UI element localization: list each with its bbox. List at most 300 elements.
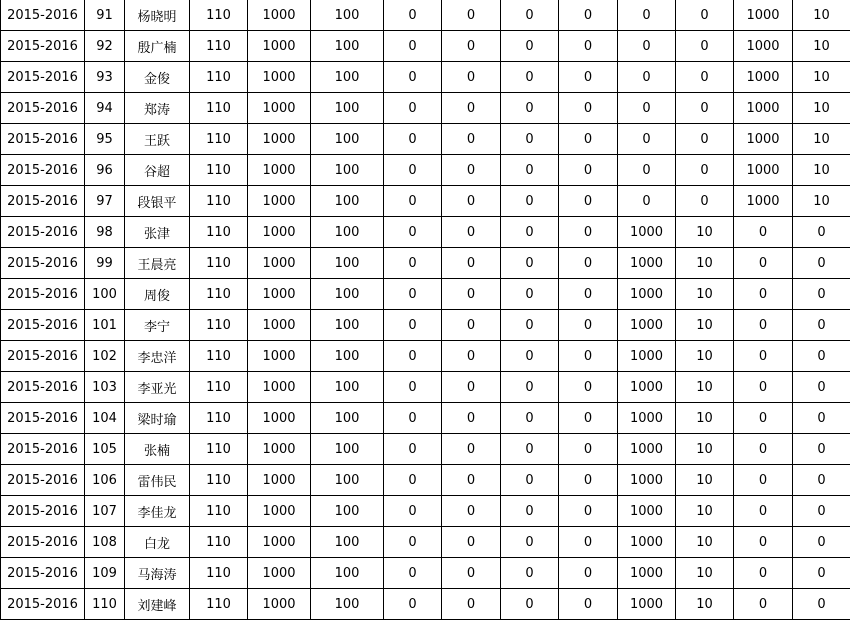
- cell-c14: 0: [793, 217, 850, 248]
- cell-c6: 100: [311, 186, 384, 217]
- cell-c11: 0: [618, 186, 676, 217]
- cell-c7: 0: [384, 527, 442, 558]
- table-row: [1, 31, 850, 62]
- cell-c4: 110: [190, 527, 248, 558]
- cell-c11: 0: [618, 124, 676, 155]
- cell-c6: 100: [311, 279, 384, 310]
- cell-year: 2015-2016: [1, 403, 85, 434]
- cell-c11: 1000: [618, 279, 676, 310]
- cell-c6: 100: [311, 0, 384, 31]
- cell-c14: 0: [793, 527, 850, 558]
- cell-c10: 0: [559, 403, 618, 434]
- cell-c6: 100: [311, 310, 384, 341]
- cell-c11: 0: [618, 31, 676, 62]
- cell-c6: 100: [311, 527, 384, 558]
- cell-c6: 100: [311, 217, 384, 248]
- cell-c14: 0: [793, 465, 850, 496]
- cell-c10: 0: [559, 589, 618, 620]
- table-row: [1, 589, 850, 620]
- cell-c5: 1000: [248, 31, 311, 62]
- cell-c12: 10: [676, 403, 734, 434]
- cell-c8: 0: [442, 434, 501, 465]
- cell-c12: 10: [676, 341, 734, 372]
- cell-index: 104: [85, 403, 125, 434]
- cell-c12: 0: [676, 0, 734, 31]
- cell-c12: 10: [676, 248, 734, 279]
- cell-name: 谷超: [125, 155, 190, 186]
- cell-c13: 0: [734, 403, 793, 434]
- cell-c4: 110: [190, 279, 248, 310]
- cell-c14: 0: [793, 496, 850, 527]
- cell-name: 殷广楠: [125, 31, 190, 62]
- cell-year: 2015-2016: [1, 155, 85, 186]
- cell-c7: 0: [384, 341, 442, 372]
- cell-c14: 0: [793, 434, 850, 465]
- cell-c7: 0: [384, 496, 442, 527]
- cell-name: 周俊: [125, 279, 190, 310]
- table-row: [1, 496, 850, 527]
- cell-c4: 110: [190, 93, 248, 124]
- cell-c14: 10: [793, 62, 850, 93]
- cell-c9: 0: [501, 341, 559, 372]
- cell-c11: 1000: [618, 496, 676, 527]
- cell-c5: 1000: [248, 558, 311, 589]
- cell-index: 101: [85, 310, 125, 341]
- cell-c10: 0: [559, 31, 618, 62]
- cell-c14: 10: [793, 155, 850, 186]
- cell-c4: 110: [190, 310, 248, 341]
- cell-year: 2015-2016: [1, 434, 85, 465]
- cell-c10: 0: [559, 155, 618, 186]
- cell-c10: 0: [559, 93, 618, 124]
- cell-year: 2015-2016: [1, 558, 85, 589]
- cell-year: 2015-2016: [1, 310, 85, 341]
- cell-c5: 1000: [248, 279, 311, 310]
- cell-c7: 0: [384, 0, 442, 31]
- cell-c14: 0: [793, 403, 850, 434]
- cell-c7: 0: [384, 62, 442, 93]
- cell-c12: 10: [676, 279, 734, 310]
- cell-c12: 10: [676, 465, 734, 496]
- cell-name: 段银平: [125, 186, 190, 217]
- cell-c7: 0: [384, 403, 442, 434]
- cell-c11: 1000: [618, 372, 676, 403]
- cell-name: 刘建峰: [125, 589, 190, 620]
- cell-c6: 100: [311, 434, 384, 465]
- cell-c13: 0: [734, 434, 793, 465]
- cell-index: 106: [85, 465, 125, 496]
- cell-name: 王跃: [125, 124, 190, 155]
- cell-name: 李佳龙: [125, 496, 190, 527]
- cell-c13: 0: [734, 465, 793, 496]
- cell-c8: 0: [442, 248, 501, 279]
- cell-name: 白龙: [125, 527, 190, 558]
- cell-c4: 110: [190, 248, 248, 279]
- cell-c9: 0: [501, 248, 559, 279]
- cell-c13: 0: [734, 589, 793, 620]
- cell-c5: 1000: [248, 496, 311, 527]
- cell-c8: 0: [442, 589, 501, 620]
- table-row: [1, 124, 850, 155]
- cell-c5: 1000: [248, 217, 311, 248]
- table-row: [1, 93, 850, 124]
- cell-index: 97: [85, 186, 125, 217]
- cell-name: 李宁: [125, 310, 190, 341]
- cell-index: 108: [85, 527, 125, 558]
- cell-index: 98: [85, 217, 125, 248]
- cell-c13: 1000: [734, 124, 793, 155]
- cell-c8: 0: [442, 186, 501, 217]
- cell-c8: 0: [442, 93, 501, 124]
- cell-c4: 110: [190, 589, 248, 620]
- cell-c12: 0: [676, 62, 734, 93]
- cell-c6: 100: [311, 155, 384, 186]
- cell-c7: 0: [384, 124, 442, 155]
- table-row: [1, 465, 850, 496]
- cell-c9: 0: [501, 186, 559, 217]
- cell-c5: 1000: [248, 434, 311, 465]
- cell-c14: 10: [793, 31, 850, 62]
- cell-c5: 1000: [248, 186, 311, 217]
- table-row: [1, 155, 850, 186]
- cell-c4: 110: [190, 31, 248, 62]
- cell-c6: 100: [311, 93, 384, 124]
- cell-c10: 0: [559, 0, 618, 31]
- cell-c7: 0: [384, 279, 442, 310]
- cell-index: 107: [85, 496, 125, 527]
- cell-c11: 0: [618, 155, 676, 186]
- cell-year: 2015-2016: [1, 589, 85, 620]
- cell-c9: 0: [501, 434, 559, 465]
- cell-c6: 100: [311, 465, 384, 496]
- cell-c11: 1000: [618, 310, 676, 341]
- cell-c7: 0: [384, 186, 442, 217]
- cell-c9: 0: [501, 155, 559, 186]
- cell-year: 2015-2016: [1, 93, 85, 124]
- cell-c9: 0: [501, 0, 559, 31]
- cell-c11: 1000: [618, 589, 676, 620]
- cell-index: 92: [85, 31, 125, 62]
- cell-c9: 0: [501, 527, 559, 558]
- cell-c10: 0: [559, 341, 618, 372]
- cell-c7: 0: [384, 372, 442, 403]
- cell-c12: 0: [676, 124, 734, 155]
- cell-c8: 0: [442, 341, 501, 372]
- cell-c14: 10: [793, 93, 850, 124]
- cell-c13: 0: [734, 372, 793, 403]
- cell-c10: 0: [559, 186, 618, 217]
- cell-c9: 0: [501, 372, 559, 403]
- cell-c8: 0: [442, 0, 501, 31]
- cell-c5: 1000: [248, 341, 311, 372]
- cell-c5: 1000: [248, 465, 311, 496]
- cell-c6: 100: [311, 558, 384, 589]
- cell-c14: 0: [793, 248, 850, 279]
- cell-c6: 100: [311, 341, 384, 372]
- cell-c4: 110: [190, 62, 248, 93]
- cell-c7: 0: [384, 93, 442, 124]
- cell-name: 金俊: [125, 62, 190, 93]
- cell-index: 93: [85, 62, 125, 93]
- cell-c10: 0: [559, 62, 618, 93]
- cell-c4: 110: [190, 155, 248, 186]
- cell-year: 2015-2016: [1, 186, 85, 217]
- cell-c12: 10: [676, 217, 734, 248]
- cell-year: 2015-2016: [1, 248, 85, 279]
- cell-c4: 110: [190, 496, 248, 527]
- cell-c13: 1000: [734, 186, 793, 217]
- cell-c7: 0: [384, 465, 442, 496]
- cell-c13: 1000: [734, 155, 793, 186]
- cell-index: 109: [85, 558, 125, 589]
- cell-c7: 0: [384, 217, 442, 248]
- cell-year: 2015-2016: [1, 31, 85, 62]
- cell-c5: 1000: [248, 248, 311, 279]
- cell-c10: 0: [559, 248, 618, 279]
- cell-c5: 1000: [248, 155, 311, 186]
- cell-name: 马海涛: [125, 558, 190, 589]
- cell-c6: 100: [311, 403, 384, 434]
- cell-c13: 1000: [734, 93, 793, 124]
- cell-c14: 10: [793, 186, 850, 217]
- cell-c10: 0: [559, 527, 618, 558]
- table-row: [1, 217, 850, 248]
- cell-c4: 110: [190, 434, 248, 465]
- cell-c8: 0: [442, 465, 501, 496]
- cell-c9: 0: [501, 403, 559, 434]
- cell-index: 100: [85, 279, 125, 310]
- cell-year: 2015-2016: [1, 527, 85, 558]
- cell-c5: 1000: [248, 124, 311, 155]
- cell-name: 王晨亮: [125, 248, 190, 279]
- cell-c5: 1000: [248, 62, 311, 93]
- cell-index: 102: [85, 341, 125, 372]
- cell-c10: 0: [559, 496, 618, 527]
- cell-c13: 0: [734, 248, 793, 279]
- table-row: [1, 341, 850, 372]
- cell-c4: 110: [190, 124, 248, 155]
- cell-c14: 0: [793, 279, 850, 310]
- cell-c11: 1000: [618, 217, 676, 248]
- cell-c12: 0: [676, 186, 734, 217]
- cell-c7: 0: [384, 434, 442, 465]
- cell-c6: 100: [311, 496, 384, 527]
- cell-year: 2015-2016: [1, 0, 85, 31]
- cell-c6: 100: [311, 248, 384, 279]
- cell-c13: 1000: [734, 0, 793, 31]
- cell-c8: 0: [442, 217, 501, 248]
- cell-c13: 0: [734, 558, 793, 589]
- table-row: [1, 434, 850, 465]
- cell-c11: 1000: [618, 248, 676, 279]
- cell-c13: 0: [734, 341, 793, 372]
- cell-c12: 0: [676, 155, 734, 186]
- cell-c11: 1000: [618, 403, 676, 434]
- cell-name: 张津: [125, 217, 190, 248]
- cell-index: 105: [85, 434, 125, 465]
- cell-c7: 0: [384, 310, 442, 341]
- cell-c4: 110: [190, 186, 248, 217]
- cell-c10: 0: [559, 434, 618, 465]
- cell-c8: 0: [442, 155, 501, 186]
- cell-c13: 0: [734, 527, 793, 558]
- cell-c6: 100: [311, 372, 384, 403]
- cell-c12: 10: [676, 527, 734, 558]
- cell-c7: 0: [384, 558, 442, 589]
- cell-c12: 0: [676, 31, 734, 62]
- cell-c9: 0: [501, 558, 559, 589]
- cell-c7: 0: [384, 155, 442, 186]
- cell-name: 李忠洋: [125, 341, 190, 372]
- table-row: [1, 310, 850, 341]
- cell-name: 雷伟民: [125, 465, 190, 496]
- cell-index: 110: [85, 589, 125, 620]
- cell-c9: 0: [501, 279, 559, 310]
- cell-c14: 0: [793, 589, 850, 620]
- cell-c13: 1000: [734, 62, 793, 93]
- cell-c14: 0: [793, 372, 850, 403]
- cell-c8: 0: [442, 403, 501, 434]
- cell-c12: 10: [676, 372, 734, 403]
- cell-c13: 0: [734, 279, 793, 310]
- cell-name: 张楠: [125, 434, 190, 465]
- cell-c4: 110: [190, 0, 248, 31]
- cell-year: 2015-2016: [1, 372, 85, 403]
- cell-c8: 0: [442, 372, 501, 403]
- table-body: [1, 0, 850, 620]
- cell-year: 2015-2016: [1, 62, 85, 93]
- cell-c11: 1000: [618, 558, 676, 589]
- table-row: [1, 372, 850, 403]
- cell-index: 99: [85, 248, 125, 279]
- cell-c10: 0: [559, 124, 618, 155]
- cell-c7: 0: [384, 248, 442, 279]
- cell-c12: 10: [676, 589, 734, 620]
- cell-year: 2015-2016: [1, 124, 85, 155]
- cell-c10: 0: [559, 558, 618, 589]
- cell-c4: 110: [190, 558, 248, 589]
- cell-c5: 1000: [248, 93, 311, 124]
- cell-c11: 0: [618, 62, 676, 93]
- cell-c4: 110: [190, 465, 248, 496]
- cell-c5: 1000: [248, 310, 311, 341]
- cell-c5: 1000: [248, 0, 311, 31]
- cell-c13: 0: [734, 496, 793, 527]
- cell-c12: 10: [676, 496, 734, 527]
- cell-c4: 110: [190, 403, 248, 434]
- cell-c8: 0: [442, 31, 501, 62]
- cell-c8: 0: [442, 62, 501, 93]
- cell-c14: 10: [793, 0, 850, 31]
- cell-c11: 1000: [618, 434, 676, 465]
- table-row: [1, 186, 850, 217]
- cell-c8: 0: [442, 496, 501, 527]
- cell-index: 96: [85, 155, 125, 186]
- cell-c6: 100: [311, 62, 384, 93]
- cell-year: 2015-2016: [1, 465, 85, 496]
- table-row: [1, 0, 850, 31]
- cell-index: 91: [85, 0, 125, 31]
- cell-year: 2015-2016: [1, 217, 85, 248]
- cell-c14: 0: [793, 310, 850, 341]
- cell-c10: 0: [559, 465, 618, 496]
- cell-c8: 0: [442, 558, 501, 589]
- cell-year: 2015-2016: [1, 496, 85, 527]
- table-row: [1, 558, 850, 589]
- cell-c11: 1000: [618, 465, 676, 496]
- cell-c8: 0: [442, 310, 501, 341]
- cell-c4: 110: [190, 217, 248, 248]
- cell-c9: 0: [501, 589, 559, 620]
- cell-c11: 0: [618, 0, 676, 31]
- cell-c9: 0: [501, 31, 559, 62]
- cell-c14: 0: [793, 341, 850, 372]
- cell-c8: 0: [442, 124, 501, 155]
- cell-c5: 1000: [248, 403, 311, 434]
- cell-index: 103: [85, 372, 125, 403]
- cell-c9: 0: [501, 310, 559, 341]
- cell-c14: 0: [793, 558, 850, 589]
- cell-c6: 100: [311, 31, 384, 62]
- table-row: [1, 527, 850, 558]
- cell-c5: 1000: [248, 589, 311, 620]
- table-row: [1, 403, 850, 434]
- cell-year: 2015-2016: [1, 279, 85, 310]
- cell-c12: 10: [676, 558, 734, 589]
- cell-c10: 0: [559, 310, 618, 341]
- cell-c4: 110: [190, 341, 248, 372]
- table-row: [1, 279, 850, 310]
- cell-c4: 110: [190, 372, 248, 403]
- cell-c9: 0: [501, 496, 559, 527]
- cell-name: 李亚光: [125, 372, 190, 403]
- cell-c12: 10: [676, 434, 734, 465]
- cell-index: 95: [85, 124, 125, 155]
- cell-c8: 0: [442, 279, 501, 310]
- cell-c9: 0: [501, 465, 559, 496]
- cell-name: 梁时瑜: [125, 403, 190, 434]
- cell-c6: 100: [311, 124, 384, 155]
- cell-c10: 0: [559, 279, 618, 310]
- cell-c8: 0: [442, 527, 501, 558]
- cell-c9: 0: [501, 124, 559, 155]
- cell-c13: 0: [734, 310, 793, 341]
- cell-index: 94: [85, 93, 125, 124]
- cell-c12: 10: [676, 310, 734, 341]
- cell-c6: 100: [311, 589, 384, 620]
- cell-name: 杨晓明: [125, 0, 190, 31]
- cell-c5: 1000: [248, 527, 311, 558]
- cell-c7: 0: [384, 589, 442, 620]
- table-row: [1, 62, 850, 93]
- cell-c14: 10: [793, 124, 850, 155]
- cell-c13: 1000: [734, 31, 793, 62]
- cell-c11: 1000: [618, 527, 676, 558]
- table-row: [1, 248, 850, 279]
- cell-c12: 0: [676, 93, 734, 124]
- cell-year: 2015-2016: [1, 341, 85, 372]
- cell-c9: 0: [501, 217, 559, 248]
- cell-c9: 0: [501, 62, 559, 93]
- cell-c5: 1000: [248, 372, 311, 403]
- cell-c11: 0: [618, 93, 676, 124]
- cell-c9: 0: [501, 93, 559, 124]
- cell-c7: 0: [384, 31, 442, 62]
- cell-c10: 0: [559, 217, 618, 248]
- cell-c13: 0: [734, 217, 793, 248]
- cell-c11: 1000: [618, 341, 676, 372]
- cell-c10: 0: [559, 372, 618, 403]
